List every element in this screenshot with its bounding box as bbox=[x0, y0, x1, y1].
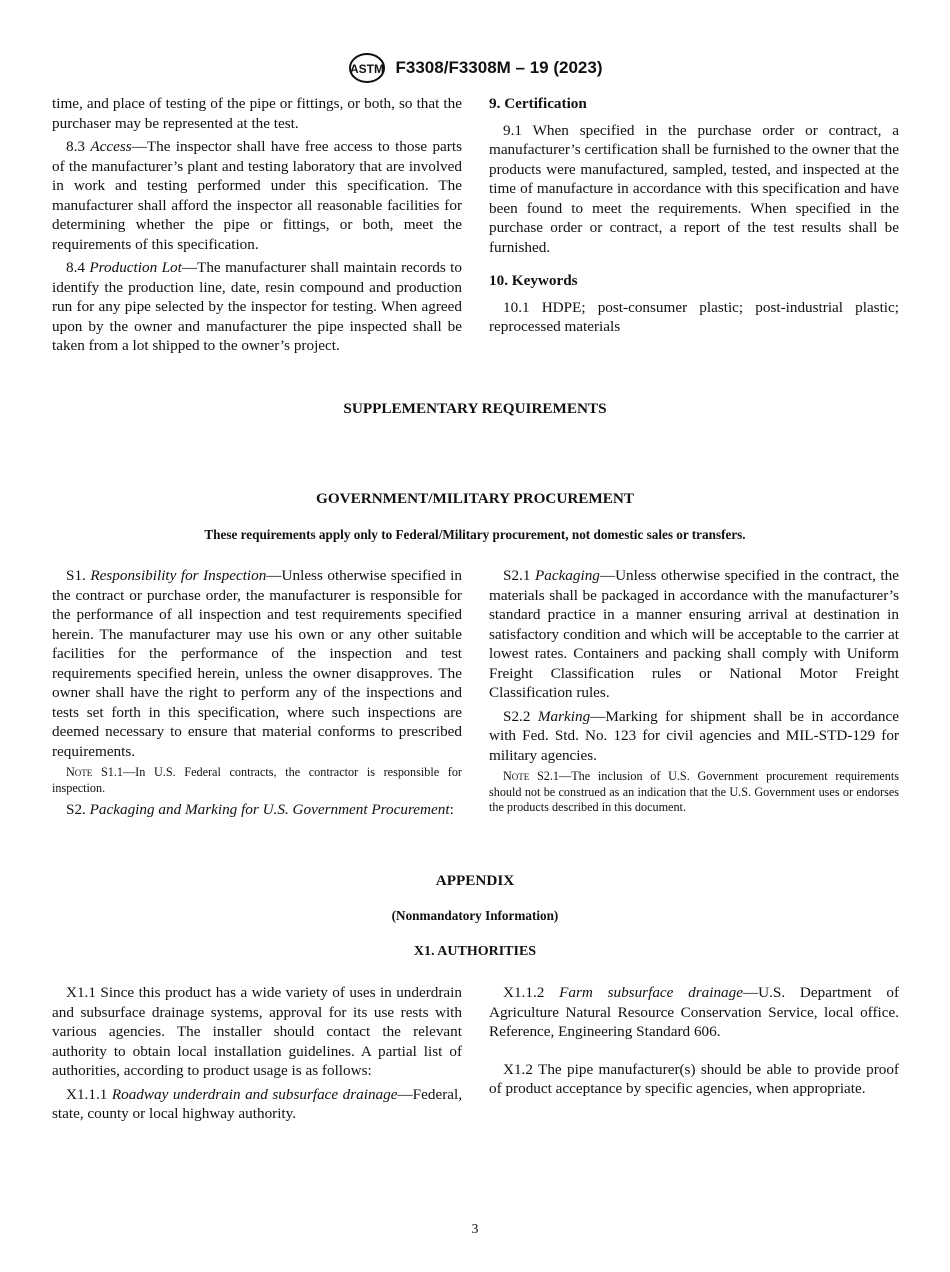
page-number: 3 bbox=[471, 1221, 479, 1236]
paragraph-x1-1-2: X1.1.2 Farm subsurface drainage—U.S. Department of Agriculture Natural Resource Conservation Service, local office. Reference, Engineering Standard 606. bbox=[489, 984, 900, 1040]
paragraph-s1: S1. Responsibility for Inspection—Unless otherwise specified in the contract or purchase order, the manufacturer is responsible for the performance of all inspection and test requirements specified herein. The manufacturer may use his own or any other suitable facilities for the performance of the inspection and test requirements specified herein, unless the owner disapproves. The owner shall have the right to perform any of the inspections and tests set forth in this specification, where such inspections are deemed necessary to ensure that material conforms to prescribed requirements. bbox=[52, 567, 462, 760]
paragraph-9-1: 9.1 When specified in the purchase order or contract, a manufacturer’s certification shall be furnished to the owner that the products were manufactured, sampled, tested, and inspected at the time of manufacture in accordance with this specification and have been found to meet the requirements. When specified in the purchase order or contract, a report of the test results shall be furnished. bbox=[489, 121, 899, 256]
paragraph-x1-1: X1.1 Since this product has a wide variety of uses in underdrain and subsurface drainage systems, approval for its use rests with various agencies. The installer should contact the relevant authority to obtain local installation guidelines. A partial list of authorities, according to product usage is as follows: bbox=[52, 984, 462, 1079]
right-column-middle bbox=[489, 566, 899, 820]
note-s2-1: Note S2.1—The inclusion of U.S. Government procurement requirements should not be construed as an indication that the U.S. Government uses or endorses the products described in this document. bbox=[489, 769, 899, 814]
left-column-middle bbox=[52, 566, 462, 824]
government-title: GOVERNMENT/MILITARY PROCUREMENT bbox=[316, 490, 634, 507]
paragraph-8-2-cont: time, and place of testing of the pipe or fittings, or both, so that the purchaser may be represented at the test. bbox=[52, 95, 462, 132]
left-column-top bbox=[52, 94, 462, 360]
paragraph-8-4: 8.4 Production Lot—The manufacturer shall maintain records to identify the production line, date, resin compound and production run for any pipe selected by the inspector for testing. When agreed upon by the owner and manufacturer the pipe inspected shall be taken from a lot shipped to the owner’s project. bbox=[52, 259, 462, 354]
page-header bbox=[0, 52, 950, 84]
paragraph-s2: S2. Packaging and Marking for U.S. Government Procurement: bbox=[66, 801, 454, 818]
standard-designation: F3308/F3308M – 19 (2023) bbox=[395, 58, 603, 77]
paragraph-x1-2: X1.2 The pipe manufacturer(s) should be able to provide proof of product acceptance by specific agencies, when appropriate. bbox=[489, 1060, 899, 1097]
paragraph-10-1: 10.1 HDPE; post-consumer plastic; post-industrial plastic; reprocessed materials bbox=[489, 298, 899, 335]
section-10-heading: 10. Keywords bbox=[489, 272, 578, 289]
right-column-bottom bbox=[489, 983, 899, 1103]
appendix-title: APPENDIX bbox=[435, 872, 515, 889]
astm-logo-icon bbox=[348, 52, 386, 84]
paragraph-8-3: 8.3 Access—The inspector shall have free access to those parts of the manufacturer’s plant and testing laboratory that are involved in work and testing performed under this specification. The manufacturer shall afford the inspector all reasonable facilities for determining whether the pipe or fittings, or both, meet the requirements of this specification. bbox=[52, 138, 462, 253]
paragraph-s2-2: S2.2 Marking—Marking for shipment shall be in accordance with Fed. Std. No. 123 for civil agencies and MIL-STD-129 for military agencies. bbox=[489, 707, 899, 764]
supplementary-title: SUPPLEMENTARY REQUIREMENTS bbox=[343, 400, 607, 417]
section-9-heading: 9. Certification bbox=[489, 95, 587, 112]
note-s1-1: Note S1.1—In U.S. Federal contracts, the contractor is responsible for inspection. bbox=[52, 765, 462, 795]
right-column-top bbox=[489, 94, 899, 341]
paragraph-s2-1: S2.1 Packaging—Unless otherwise specified in the contract, the materials shall be packaged in accordance with the manufacturer’s standard practice in a manner ensuring arrival at destination in satisfactory condition and which will be acceptable to the carrier at lowest rates. Containers and packing shall comply with Uniform Freight Classification rules or National Motor Freight Classification rules. bbox=[489, 567, 899, 701]
left-column-bottom bbox=[52, 983, 462, 1128]
supplementary-subtitle: These requirements apply only to Federal/Military procurement, not domestic sales or transfers. bbox=[204, 527, 746, 542]
x1-heading: X1. AUTHORITIES bbox=[413, 944, 537, 959]
paragraph-x1-1-1: X1.1.1 Roadway underdrain and subsurface drainage—Federal, state, county or local highway authority. bbox=[52, 1085, 463, 1122]
svg-text:ASTM: ASTM bbox=[349, 62, 384, 76]
appendix-subtitle: (Nonmandatory Information) bbox=[391, 908, 559, 923]
